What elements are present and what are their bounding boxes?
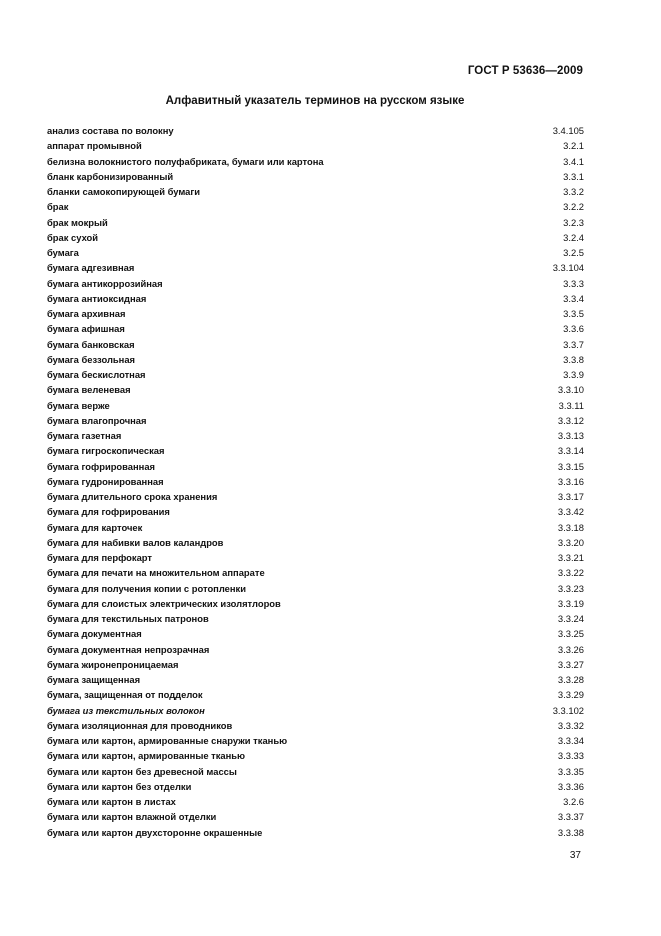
index-entry	[47, 520, 584, 535]
term-label: бумага или картон влажной отделки	[47, 811, 217, 823]
index-entry	[47, 352, 584, 367]
term-reference-number: 3.3.36	[557, 780, 584, 792]
term-reference-number: 3.3.22	[557, 567, 584, 579]
term-label: бумага для гофрирования	[47, 506, 170, 518]
term-label: бумага афишная	[47, 323, 125, 335]
index-entry	[47, 718, 584, 733]
term-label: бумага или картон в листах	[47, 796, 176, 808]
term-label: бумага, защищенная от подделок	[47, 689, 203, 701]
term-label: бумага или картон, армированные тканью	[47, 750, 246, 762]
term-reference-number: 3.3.1	[563, 170, 584, 182]
index-entry	[47, 611, 584, 626]
term-label: бумага для получения копии с ротопленки	[47, 582, 246, 594]
term-label: брак	[47, 201, 69, 213]
index-entry	[47, 703, 584, 718]
term-label: брак сухой	[47, 231, 99, 243]
term-reference-number: 3.3.104	[552, 262, 584, 274]
term-label: бумага для карточек	[47, 521, 143, 533]
term-label: бумага бескислотная	[47, 369, 146, 381]
index-entry	[47, 504, 584, 519]
index-entry	[47, 459, 584, 474]
index-entry	[47, 245, 584, 260]
term-label: бумага жиронепроницаемая	[47, 658, 179, 670]
index-entry	[47, 443, 584, 458]
term-reference-number: 3.3.4	[563, 292, 584, 304]
term-reference-number: 3.3.6	[563, 323, 584, 335]
term-reference-number: 3.3.16	[557, 475, 584, 487]
term-reference-number: 3.3.28	[557, 674, 584, 686]
term-reference-number: 3.3.17	[557, 491, 584, 503]
term-reference-number: 3.3.27	[557, 658, 584, 670]
term-reference-number: 3.3.35	[557, 765, 584, 777]
index-entry	[47, 230, 584, 245]
term-reference-number: 3.3.13	[557, 430, 584, 442]
document-code: ГОСТ Р 53636—2009	[467, 65, 583, 77]
index-entry	[47, 474, 584, 489]
index-entry	[47, 642, 584, 657]
term-reference-number: 3.2.1	[563, 140, 584, 152]
term-reference-number: 3.2.6	[563, 796, 584, 808]
term-reference-number: 3.3.37	[557, 811, 584, 823]
term-label: бумага гофрированная	[47, 460, 156, 472]
term-label: брак мокрый	[47, 216, 108, 228]
index-entry	[47, 291, 584, 306]
term-label: бумага документная	[47, 628, 142, 640]
term-label: бумага верже	[47, 399, 110, 411]
term-label: бумага для перфокарт	[47, 552, 152, 564]
term-label: бумага длительного срока хранения	[47, 491, 218, 503]
term-reference-number: 3.3.5	[563, 308, 584, 320]
term-reference-number: 3.3.25	[557, 628, 584, 640]
term-index-list	[47, 123, 584, 840]
term-reference-number: 3.3.26	[557, 643, 584, 655]
term-label: бумага изоляционная для проводников	[47, 719, 233, 731]
term-reference-number: 3.3.18	[557, 521, 584, 533]
term-reference-number: 3.2.3	[563, 216, 584, 228]
term-reference-number: 3.4.105	[552, 125, 584, 137]
term-label: анализ состава по волокну	[47, 125, 174, 137]
index-entry	[47, 565, 584, 580]
term-reference-number: 3.3.11	[558, 399, 584, 411]
index-entry	[47, 687, 584, 702]
index-entry	[47, 337, 584, 352]
index-entry	[47, 489, 584, 504]
index-entry	[47, 138, 584, 153]
term-reference-number: 3.3.21	[557, 552, 584, 564]
index-entry	[47, 657, 584, 672]
page-number: 37	[569, 850, 581, 861]
term-label: бумага влагопрочная	[47, 414, 147, 426]
term-reference-number: 3.3.15	[557, 460, 584, 472]
term-reference-number: 3.3.10	[557, 384, 584, 396]
term-label: бумага антиоксидная	[47, 292, 147, 304]
term-label: бумага гудронированная	[47, 475, 164, 487]
term-label: бумага веленевая	[47, 384, 131, 396]
term-label: бумага архивная	[47, 308, 126, 320]
term-reference-number: 3.3.34	[557, 735, 584, 747]
term-label: бумага газетная	[47, 430, 122, 442]
term-label: бумага или картон без отделки	[47, 780, 192, 792]
index-entry	[47, 550, 584, 565]
term-reference-number: 3.3.20	[557, 536, 584, 548]
term-reference-number: 3.3.38	[557, 826, 584, 838]
term-label: бумага для слоистых электрических изолятлоров	[47, 597, 281, 609]
index-entry	[47, 825, 584, 840]
term-reference-number: 3.3.3	[563, 277, 584, 289]
index-entry	[47, 306, 584, 321]
term-reference-number: 3.3.19	[557, 597, 584, 609]
index-entry	[47, 215, 584, 230]
term-reference-number: 3.2.4	[563, 231, 584, 243]
term-reference-number: 3.3.9	[563, 369, 584, 381]
term-reference-number: 3.3.33	[557, 750, 584, 762]
index-entry	[47, 382, 584, 397]
term-label: бумага адгезивная	[47, 262, 135, 274]
term-reference-number: 3.2.5	[563, 247, 584, 259]
term-reference-number: 3.3.29	[557, 689, 584, 701]
index-entry	[47, 154, 584, 169]
index-entry	[47, 184, 584, 199]
index-entry	[47, 398, 584, 413]
term-label: аппарат промывной	[47, 140, 142, 152]
term-reference-number: 3.3.7	[563, 338, 584, 350]
index-entry	[47, 199, 584, 214]
index-entry	[47, 794, 584, 809]
term-label: бланки самокопирующей бумаги	[47, 186, 201, 198]
term-reference-number: 3.2.2	[563, 201, 584, 213]
term-reference-number: 3.3.8	[563, 353, 584, 365]
index-entry	[47, 672, 584, 687]
term-label: бумага или картон двухсторонне окрашенные	[47, 826, 263, 838]
index-entry	[47, 596, 584, 611]
term-reference-number: 3.3.102	[552, 704, 584, 716]
index-entry	[47, 809, 584, 824]
index-entry	[47, 779, 584, 794]
index-entry	[47, 764, 584, 779]
index-entry	[47, 169, 584, 184]
index-entry	[47, 413, 584, 428]
term-label: бумага из текстильных волокон	[47, 704, 205, 716]
term-label: бумага гигроскопическая	[47, 445, 165, 457]
term-label: бланк карбонизированный	[47, 170, 174, 182]
index-entry	[47, 748, 584, 763]
term-label: бумага или картон, армированные снаружи тканью	[47, 735, 288, 747]
term-reference-number: 3.3.12	[557, 414, 584, 426]
index-entry	[47, 428, 584, 443]
term-reference-number: 3.3.23	[557, 582, 584, 594]
index-entry	[47, 123, 584, 138]
term-label: бумага защищенная	[47, 674, 141, 686]
index-entry	[47, 367, 584, 382]
index-entry	[47, 581, 584, 596]
term-label: бумага документная непрозрачная	[47, 643, 210, 655]
index-entry	[47, 260, 584, 275]
term-label: бумага для текстильных патронов	[47, 613, 209, 625]
term-reference-number: 3.3.42	[557, 506, 584, 518]
term-label: бумага антикоррозийная	[47, 277, 163, 289]
term-label: бумага для набивки валов каландров	[47, 536, 224, 548]
index-entry	[47, 535, 584, 550]
term-label: бумага беззольная	[47, 353, 136, 365]
index-entry	[47, 321, 584, 336]
term-reference-number: 3.3.32	[557, 719, 584, 731]
index-entry	[47, 626, 584, 641]
term-label: бумага	[47, 247, 79, 259]
index-entry	[47, 276, 584, 291]
term-label: белизна волокнистого полуфабриката, бумаги или картона	[47, 155, 324, 167]
term-reference-number: 3.3.2	[563, 186, 584, 198]
term-label: бумага или картон без древесной массы	[47, 765, 237, 777]
index-title: Алфавитный указатель терминов на русском языке	[165, 95, 465, 107]
term-reference-number: 3.3.24	[557, 613, 584, 625]
term-reference-number: 3.3.14	[557, 445, 584, 457]
term-label: бумага банковская	[47, 338, 135, 350]
index-entry	[47, 733, 584, 748]
term-label: бумага для печати на множительном аппарате	[47, 567, 265, 579]
term-reference-number: 3.4.1	[563, 155, 584, 167]
